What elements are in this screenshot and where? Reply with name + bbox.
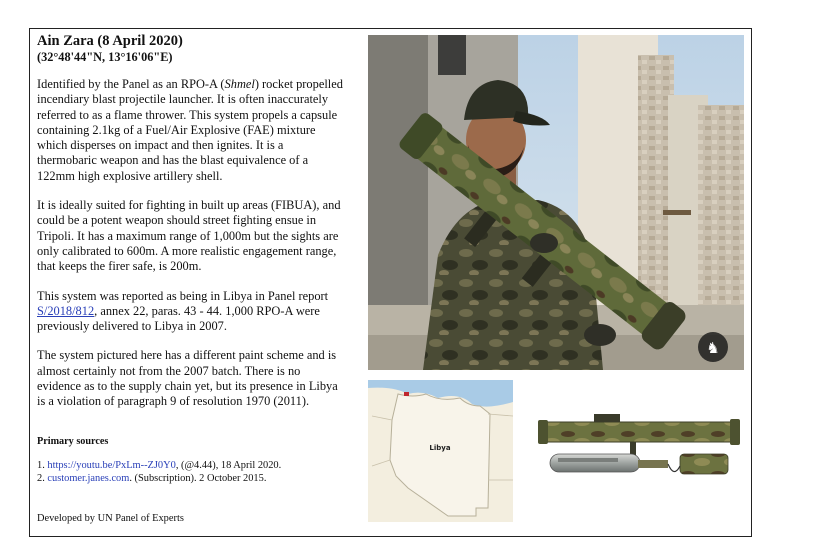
p3-text-before: This system was reported as being in Libya in Panel report <box>37 288 329 303</box>
sources-heading: Primary sources <box>37 435 109 447</box>
p3-text-after: , annex 22, paras. 43 - 44. 1,000 RPO-A were previously delivered to Libya in 2007. <box>37 303 320 334</box>
libya-map-illustration <box>368 380 513 522</box>
paragraph-violation: The system pictured here has a different paint scheme and is almost certainly not from the 2007 batch. There is no evidence as to the supply chain yet, but its presence in Libya is a violation of paragraph 9 of resolution 1970 (2011). <box>37 348 338 409</box>
launcher-photo <box>530 388 744 500</box>
source-1-number: 1. <box>37 459 48 471</box>
paragraph-report <box>37 289 343 335</box>
p1-text-before: Identified by the Panel as an RPO-A ( <box>37 77 225 91</box>
text-column <box>37 33 343 486</box>
launcher-photo-illustration <box>530 388 744 500</box>
svg-text:♞: ♞ <box>706 339 720 357</box>
map-country-label: Libya <box>429 444 451 452</box>
coordinates: (32°48'44"N, 13°16'06"E) <box>37 50 173 64</box>
paragraph-usage: It is ideally suited for fighting in built up areas (FIBUA), and could be a potent weapon should street fighting ensue in Tripoli. It has a maximum range of 1,000m but the sights are only calibrated to 600m. A more realistic engagement range, that keeps the firer safe, is 200m. <box>37 198 341 274</box>
source-2-link[interactable]: customer.janes.com <box>47 473 130 485</box>
source-item-1 <box>37 459 343 473</box>
report-link[interactable]: S/2018/812 <box>37 303 95 318</box>
page-title: Ain Zara (8 April 2020) <box>37 33 183 49</box>
source-2-text: . (Subscription). 2 October 2015. <box>129 473 267 485</box>
libya-map <box>368 380 513 522</box>
source-2-number: 2. <box>37 473 48 485</box>
p1-text-after: ) rocket propelled incendiary blast projectile launcher. It is often inaccurately referred to as a flame thrower. This system propels a capsule containing 2.1kg of a Fuel/Air Explosive (FAE) mixture which disperses on impact and then ignites. It is a thermobaric weapon and has the blast equivalence of a 122mm high explosive artillery shell. <box>37 77 343 183</box>
paragraph-identification <box>37 77 343 184</box>
source-item-2 <box>37 472 343 486</box>
source-1-link[interactable]: https://youtu.be/PxLm--ZJ0Y0 <box>47 459 176 471</box>
p1-italic-name: Shmel <box>224 77 255 91</box>
soldier-photo-illustration <box>368 35 744 370</box>
soldier-photo <box>368 35 744 370</box>
source-1-text: , (@4.44), 18 April 2020. <box>175 459 282 471</box>
footer-credit: Developed by UN Panel of Experts <box>37 513 184 524</box>
